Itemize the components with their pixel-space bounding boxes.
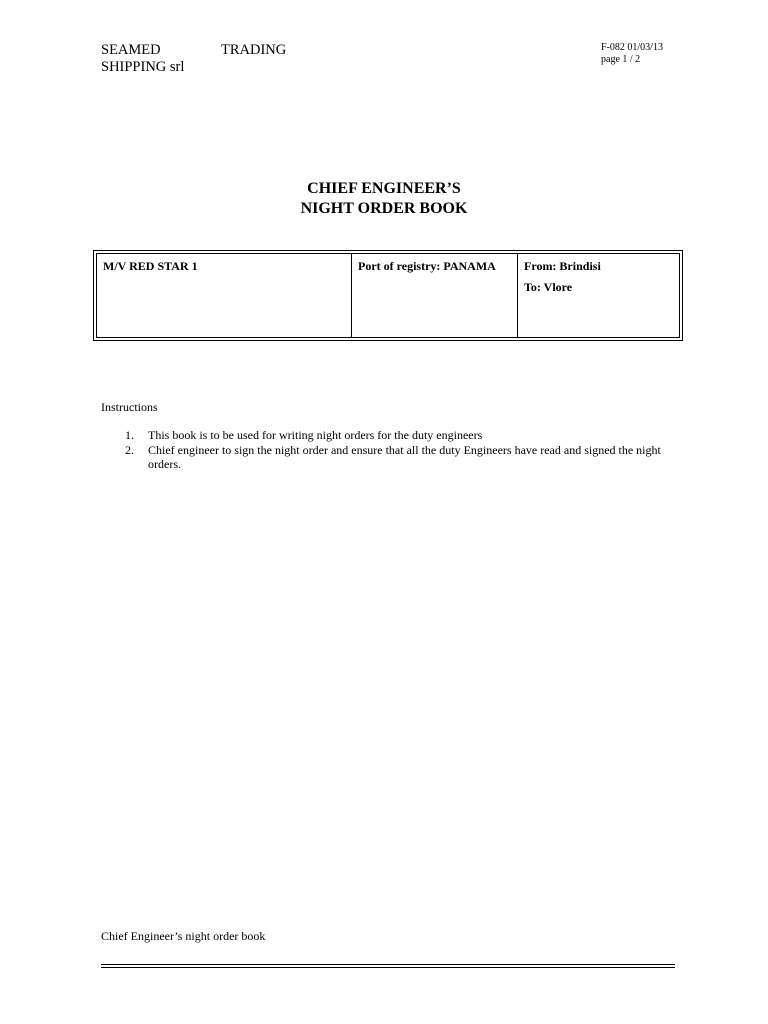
vessel-name: M/V RED STAR 1 xyxy=(103,259,198,273)
list-item xyxy=(125,428,677,442)
vessel-info-row xyxy=(96,253,680,338)
company-name-word-1: SEAMED xyxy=(101,42,161,58)
port-of-registry: Port of registry: PANAMA xyxy=(358,259,496,273)
company-name-line-2: SHIPPING srl xyxy=(101,59,185,75)
list-item-number: 1. xyxy=(125,428,134,442)
list-item-text: Chief engineer to sign the night order and ensure that all the duty Engineers have read and signed the night orders. xyxy=(148,443,661,471)
document-code: F-082 01/03/13 xyxy=(601,42,663,53)
page-number: page 1 / 2 xyxy=(601,54,641,65)
list-item xyxy=(125,443,677,471)
document-title xyxy=(0,179,768,219)
vessel-name-cell xyxy=(97,254,351,337)
footer-text: Chief Engineer’s night order book xyxy=(101,929,266,943)
voyage-to: To: Vlore xyxy=(524,280,573,294)
list-item-text: This book is to be used for writing night orders for the duty engineers xyxy=(148,428,483,442)
vessel-info-table xyxy=(93,250,683,341)
document-reference xyxy=(601,42,663,66)
voyage-from: From: Brindisi xyxy=(524,259,601,273)
company-name xyxy=(101,42,286,76)
port-of-registry-cell xyxy=(351,254,517,337)
voyage-cell xyxy=(517,254,679,337)
list-item-number: 2. xyxy=(125,443,134,457)
instructions-list xyxy=(125,428,677,472)
footer-double-rule xyxy=(101,964,675,968)
instructions-heading: Instructions xyxy=(101,400,158,414)
title-line-2: NIGHT ORDER BOOK xyxy=(300,200,468,217)
title-line-1: CHIEF ENGINEER’S xyxy=(307,180,461,197)
company-name-word-2: TRADING xyxy=(221,42,287,58)
